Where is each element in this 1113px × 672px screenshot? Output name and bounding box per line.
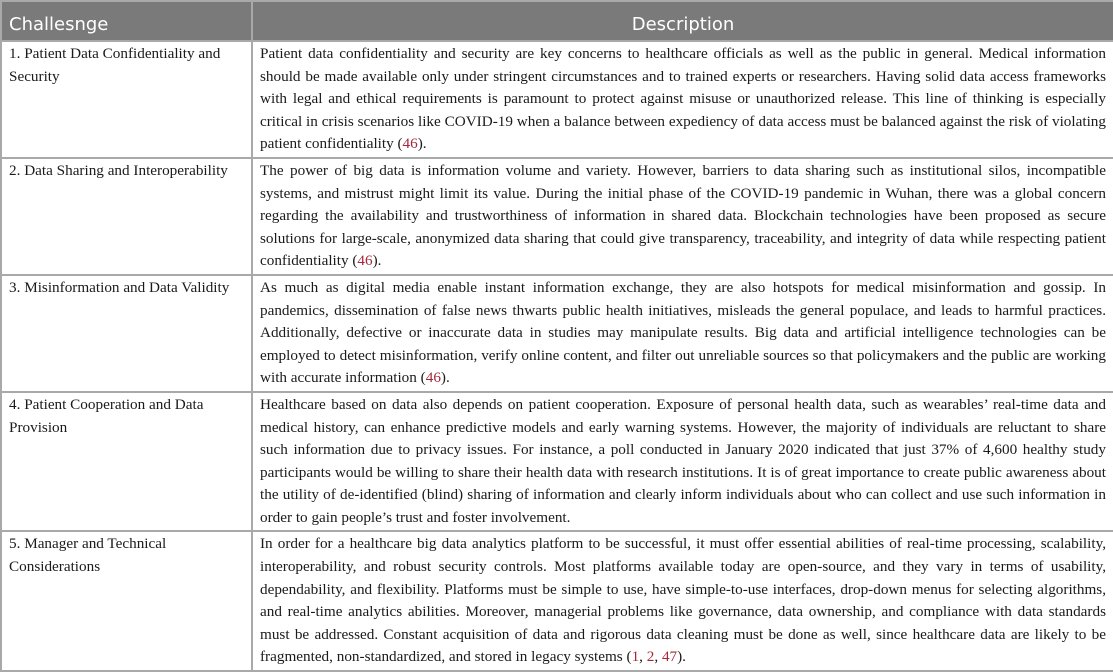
description-text: Healthcare based on data also depends on patient cooperation. Exposure of personal health data, such as wearables’ real-time data and medical history, can enhance predictive models and early warning systems. However, the majority of individuals are reluctant to share such information due to privacy issues. For instance, a poll conducted in January 2020 indicated that just 37% of 4,600 healthy study participants would be willing to share their health data with research institutions. It is of great importance to create public awareness about the utility of de-identified (blind) sharing of information and clearly inform individuals about who can collect and use such information in order to gain people’s trust and foster involvement. (260, 395, 1106, 526)
description-cell (252, 275, 1113, 392)
challenge-cell: 5. Manager and Technical Considerations (1, 531, 252, 671)
table-row (1, 158, 1113, 275)
description-text: As much as digital media enable instant information exchange, they are also hotspots for medical misinformation and gossip. In pandemics, dissemination of false news thwarts public health initiatives, misleads the general populace, and leads to harmful practices. Additionally, defective or inaccurate data in studies may manipulate results. Big data and artificial intelligence technologies can be employed to detect misinformation, verify online content, and filter out unreliable sources so that policymakers and the public are working with accurate information ( (260, 278, 1106, 387)
challenge-cell: 1. Patient Data Confidentiality and Security (1, 41, 252, 158)
citation-group (403, 135, 418, 152)
description-cell (252, 392, 1113, 532)
citation-link[interactable]: 1 (631, 648, 640, 666)
challenge-cell: 3. Misinformation and Data Validity (1, 275, 252, 392)
citation-link[interactable]: 46 (425, 369, 441, 387)
citation-group (632, 648, 678, 665)
citation-group (357, 252, 372, 269)
description-suffix: ). (417, 135, 427, 153)
challenge-cell: 4. Patient Cooperation and Data Provision (1, 392, 252, 532)
table-row (1, 392, 1113, 532)
description-text: The power of big data is information volume and variety. However, barriers to data sharing such as institutional silos, incompatible systems, and mistrust might limit its value. During the initial phase of the COVID-19 pandemic in Wuhan, there was a global concern regarding the availability and trustworthiness of information in shared data. Blockchain technologies have been proposed as secure solutions for large-scale, anonymized data sharing that could give transparency, traceability, and integrity of data while respecting patient confidentiality ( (260, 161, 1106, 270)
citation-link[interactable]: 46 (357, 252, 373, 270)
description-suffix: ). (372, 252, 382, 270)
citation-link[interactable]: 47 (661, 648, 678, 666)
description-suffix: ). (440, 369, 450, 387)
citation-link[interactable]: 46 (402, 135, 418, 153)
description-cell (252, 41, 1113, 158)
column-header-description: Description (252, 1, 1113, 41)
description-text: Patient data confidentiality and security are key concerns to healthcare officials as well as the public in general. Medical information should be made available only under stringent circumstances and to trained experts or researchers. Having solid data access frameworks with legal and ethical requirements is paramount to protect against misuse or unauthorized release. This line of thinking is especially critical in crisis scenarios like COVID-19 when a balance between expediency of data access must be balanced against the risk of violating patient confidentiality ( (260, 45, 1106, 153)
citation-separator: , (639, 648, 647, 666)
citation-link[interactable]: 2 (646, 648, 655, 666)
description-suffix: ). (677, 648, 686, 666)
table-body (1, 41, 1113, 671)
table-row (1, 531, 1113, 671)
column-header-challenge: Challesnge (1, 1, 252, 41)
table-row (1, 275, 1113, 392)
description-text: In order for a healthcare big data analytics platform to be successful, it must offer essential abilities of real-time processing, scalability, interoperability, and robust security controls. Most platforms available today are open-source, and they vary in terms of usability, dependability, and flexibility. Platforms must be simple to use, have simple-to-use interfaces, drop-down menus for selecting algorithms, and real-time analytics abilities. Moreover, managerial problems like governance, data ownership, and compliance with data standards must be addressed. Constant acquisition of data and rigorous data cleaning must be done as well, since healthcare data are likely to be fragmented, non-standardized, and stored in legacy systems ( (260, 535, 1106, 666)
citation-group (426, 369, 441, 386)
table-row (1, 41, 1113, 158)
challenge-cell: 2. Data Sharing and Interoperability (1, 158, 252, 275)
citation-separator: , (654, 648, 662, 666)
description-cell (252, 531, 1113, 671)
table-header-row (1, 1, 1113, 41)
description-cell (252, 158, 1113, 275)
